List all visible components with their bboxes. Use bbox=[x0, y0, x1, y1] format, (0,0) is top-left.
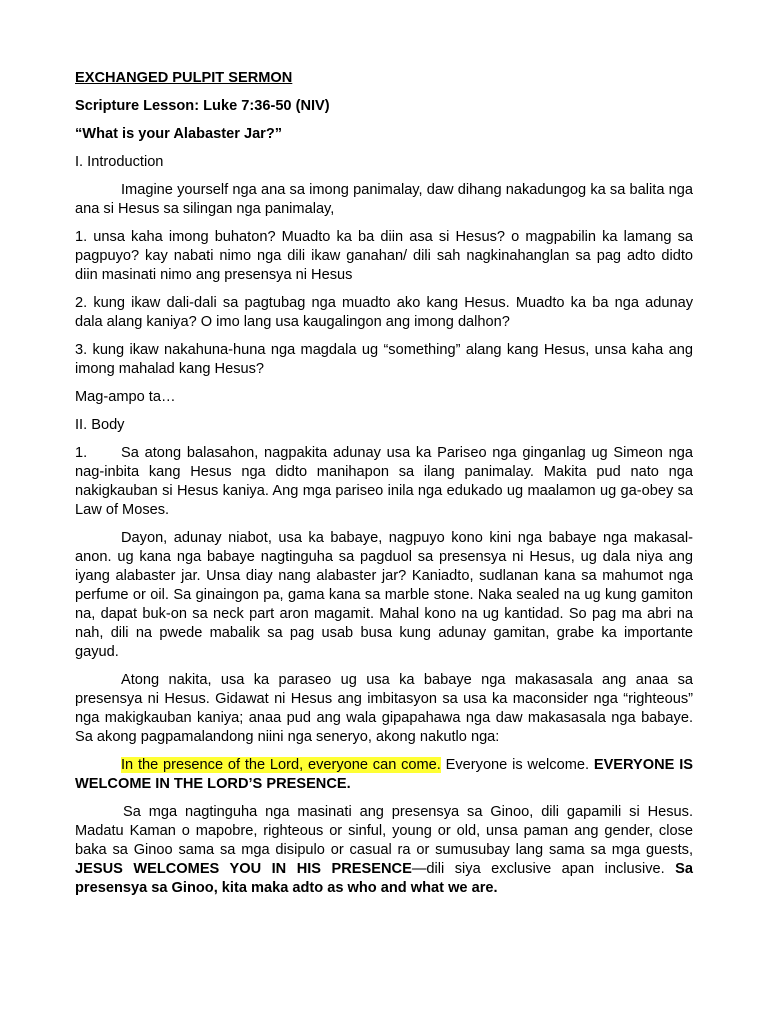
final-paragraph bbox=[75, 803, 693, 898]
sermon-subtitle: “What is your Alabaster Jar?” bbox=[75, 126, 283, 142]
body-paragraph-3: Atong nakita, usa ka paraseo ug usa ka babaye nga makasasala ang anaa sa presensya ni Hesus. Gidawat ni Hesus ang imbitasyon sa usa ka maconsider nga “righteous” nga makigkauban kaniya; anaa pud ang wala gipapahawa nga daw makasasala nga babaye. Sa akong pagpamalandong niini nga seneryo, akong nakutlo nga: bbox=[75, 672, 693, 745]
question-3: 3. kung ikaw nakahuna-huna nga magdala ug “something” alang kang Hesus, unsa kaha ang imong mahalad kang Hesus? bbox=[75, 342, 693, 377]
intro-heading: I. Introduction bbox=[75, 154, 164, 170]
final-paragraph-text-1: Sa mga nagtinguha nga masinati ang presensya sa Ginoo, dili gapamili si Hesus. Madatu Kaman o mapobre, righteous or sinful, young or old, unsa paman ang gender, close baka sa Ginoo sama sa mga disipulo or casual ra or sumusubay lang sama sa mga guests, bbox=[75, 804, 693, 858]
sermon-title: EXCHANGED PULPIT SERMON bbox=[75, 70, 293, 86]
sermon-body bbox=[75, 69, 693, 907]
body-heading: II. Body bbox=[75, 417, 125, 433]
scripture-lesson: Scripture Lesson: Luke 7:36-50 (NIV) bbox=[75, 98, 330, 114]
final-bold-text-1: JESUS WELCOMES YOU IN HIS PRESENCE bbox=[75, 861, 412, 877]
final-bold-text-2: Sa presensya sa Ginoo, kita maka adto as who and what we are. bbox=[75, 861, 694, 896]
question-1: 1. unsa kaha imong buhaton? Muadto ka ba diin asa si Hesus? o magpabilin ka lamang sa pagpuyo? kay nabati nimo nga dili ikaw ganahan/ dili sah nagkinahanglan sa pag adto didto diin masinati nimo ang presensya ni Hesus bbox=[75, 229, 693, 283]
final-paragraph-text-2: —dili siya exclusive apan inclusive. bbox=[411, 861, 676, 877]
body-list-number: 1. bbox=[75, 445, 88, 461]
prayer-line: Mag-ampo ta… bbox=[75, 389, 176, 405]
question-2: 2. kung ikaw dali-dali sa pagtubag nga muadto ako kang Hesus. Muadto ka ba nga adunay dala alang kaniya? O imo lang usa kaugalingon ang imong dalhon? bbox=[75, 295, 693, 330]
after-highlight-text: Everyone is welcome. bbox=[440, 757, 590, 773]
bold-welcome-text: EVERYONE IS WELCOME IN THE LORD’S PRESENCE. bbox=[75, 757, 693, 792]
body-paragraph-1 bbox=[75, 444, 693, 520]
intro-paragraph: Imagine yourself nga ana sa imong panimalay, daw dihang nakadungog ka sa balita nga ana si Hesus sa silingan nga panimalay, bbox=[75, 182, 693, 217]
highlight-paragraph bbox=[75, 756, 693, 794]
body-paragraph-2: Dayon, adunay niabot, usa ka babaye, nagpuyo kono kini nga babaye nga makasal-anon. ug kana nga babaye nagtinguha sa pagduol sa presensya ni Hesus, ug dala niya ang iyang alabaster jar. Unsa diay nang alabaster jar? Kaniadto, sudlanan kana sa mahumot nga perfume or oil. Sa ginaingon pa, gama kana sa marble stone. Naka sealed na ug kung gamiton na, dapat buk-on sa neck part aron magamit. Mahal kono na ug kantidad. So pag ma abri na nah, dili na pwede mabalik sa pag usab busa kung adunay gamitan, grabe ka importante gayud. bbox=[75, 530, 693, 660]
highlighted-text: In the presence of the Lord, everyone can come. bbox=[121, 757, 441, 773]
body-paragraph-1-text: Sa atong balasahon, nagpakita adunay usa ka Pariseo nga ginganlag ug Simeon nga nag-inbita kang Hesus nga didto manihapon sa ilang panimalay. Makita pud nato nga nakigkauban si Hesus kaniya. Ang mga pariseo inila nga edukado ug maalamon ug ga-obey sa Law of Moses. bbox=[75, 445, 693, 518]
